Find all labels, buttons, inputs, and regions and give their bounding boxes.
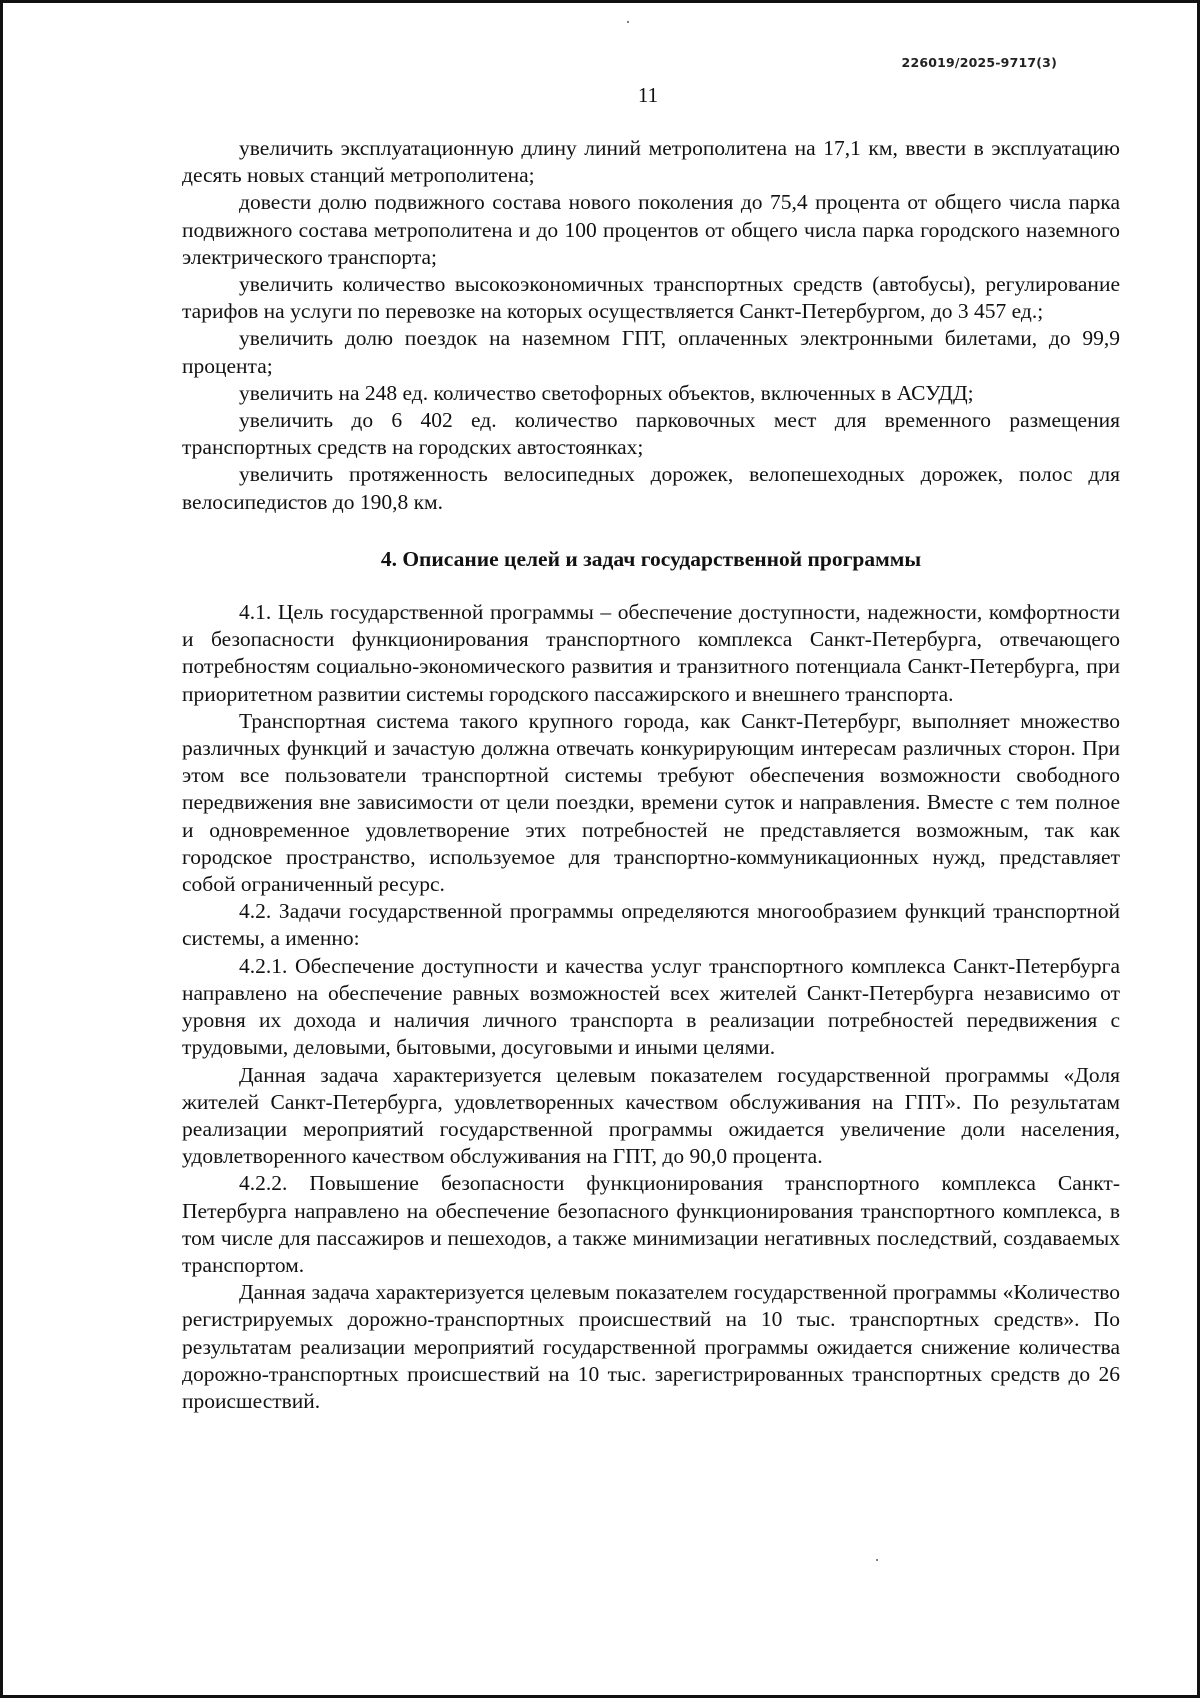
paragraph: Транспортная система такого крупного города, как Санкт-Петербург, выполняет множество различных функций и зачастую должна отвечать конкурирующим интересам различных сторон. При этом все пользователи транспортной системы требуют обеспечения возможности свободного передвижения вне зависимости от цели поездки, времени суток и направления. Вместе с тем полное и одновременное удовлетворение этих потребностей не представляется возможным, так как городское пространство, используемое для транспортно-коммуникационных нужд, представляет собой ограниченный ресурс. (182, 708, 1120, 897)
document-registration-number: 226019/2025-9717(3) (901, 55, 1057, 70)
scan-speck (876, 1559, 878, 1561)
section-heading: 4. Описание целей и задач государственной программы (380, 546, 922, 571)
paragraph: 4.2. Задачи государственной программы определяются многообразием функций транспортной системы, а именно: (182, 899, 1120, 951)
paragraph: увеличить долю поездок на наземном ГПТ, оплаченных электронными билетами, до 99,9 процента; (182, 326, 1120, 378)
paragraph: Данная задача характеризуется целевым показателем государственной программы «Доля жителей Санкт-Петербурга, удовлетворенных качеством обслуживания на ГПТ». По результатам реализации мероприятий государственной программы ожидается увеличение доли населения, удовлетворенного качеством обслуживания на ГПТ, до 90,0 процента. (182, 1062, 1120, 1169)
paragraph: 4.2.1. Обеспечение доступности и качества услуг транспортного комплекса Санкт-Петербурга направлено на обеспечение равных возможностей всех жителей Санкт-Петербурга независимо от уровня их дохода и наличия личного транспорта в реализации потребностей передвижения с трудовыми, деловыми, бытовыми, досуговыми и иными целями. (182, 953, 1120, 1060)
paragraph: увеличить до 6 402 ед. количество парковочных мест для временного размещения транспортных средств на городских автостоянках; (182, 408, 1120, 460)
page-number: 11 (637, 83, 659, 107)
document-body (182, 135, 1120, 1415)
paragraph: увеличить на 248 ед. количество светофорных объектов, включенных в АСУДД; (239, 380, 974, 405)
paragraph: 4.1. Цель государственной программы – обеспечение доступности, надежности, комфортности и безопасности функционирования транспортного комплекса Санкт-Петербурга, отвечающего потребностям социально-экономического развития и транзитного потенциала Санкт-Петербурга, при приоритетном развитии системы городского пассажирского и внешнего транспорта. (182, 600, 1120, 706)
paragraph: довести долю подвижного состава нового поколения до 75,4 процента от общего числа парка подвижного состава метрополитена и до 100 процентов от общего числа парка городского наземного электрического транспорта; (182, 190, 1120, 269)
paragraph: 4.2.2. Повышение безопасности функционирования транспортного комплекса Санкт-Петербурга направлено на обеспечение безопасного функционирования транспортного комплекса, в том числе для пассажиров и пешеходов, а также минимизации негативных последствий, создаваемых транспортом. (182, 1171, 1120, 1277)
paragraph: увеличить количество высокоэкономичных транспортных средств (автобусы), регулирование тарифов на услуги по перевозке на которых осуществляется Санкт-Петербургом, до 3 457 ед.; (182, 272, 1120, 324)
paragraph: увеличить протяженность велосипедных дорожек, велопешеходных дорожек, полос для велосипедистов до 190,8 км. (182, 462, 1120, 514)
paragraph: увеличить эксплуатационную длину линий метрополитена на 17,1 км, ввести в эксплуатацию десять новых станций метрополитена; (182, 136, 1120, 188)
paragraph: Данная задача характеризуется целевым показателем государственной программы «Количество регистрируемых дорожно-транспортных происшествий на 10 тыс. транспортных средств». По результатам реализации мероприятий государственной программы ожидается снижение количества дорожно-транспортных происшествий на 10 тыс. зарегистрированных транспортных средств до 26 происшествий. (182, 1280, 1120, 1413)
scan-speck (627, 21, 629, 23)
